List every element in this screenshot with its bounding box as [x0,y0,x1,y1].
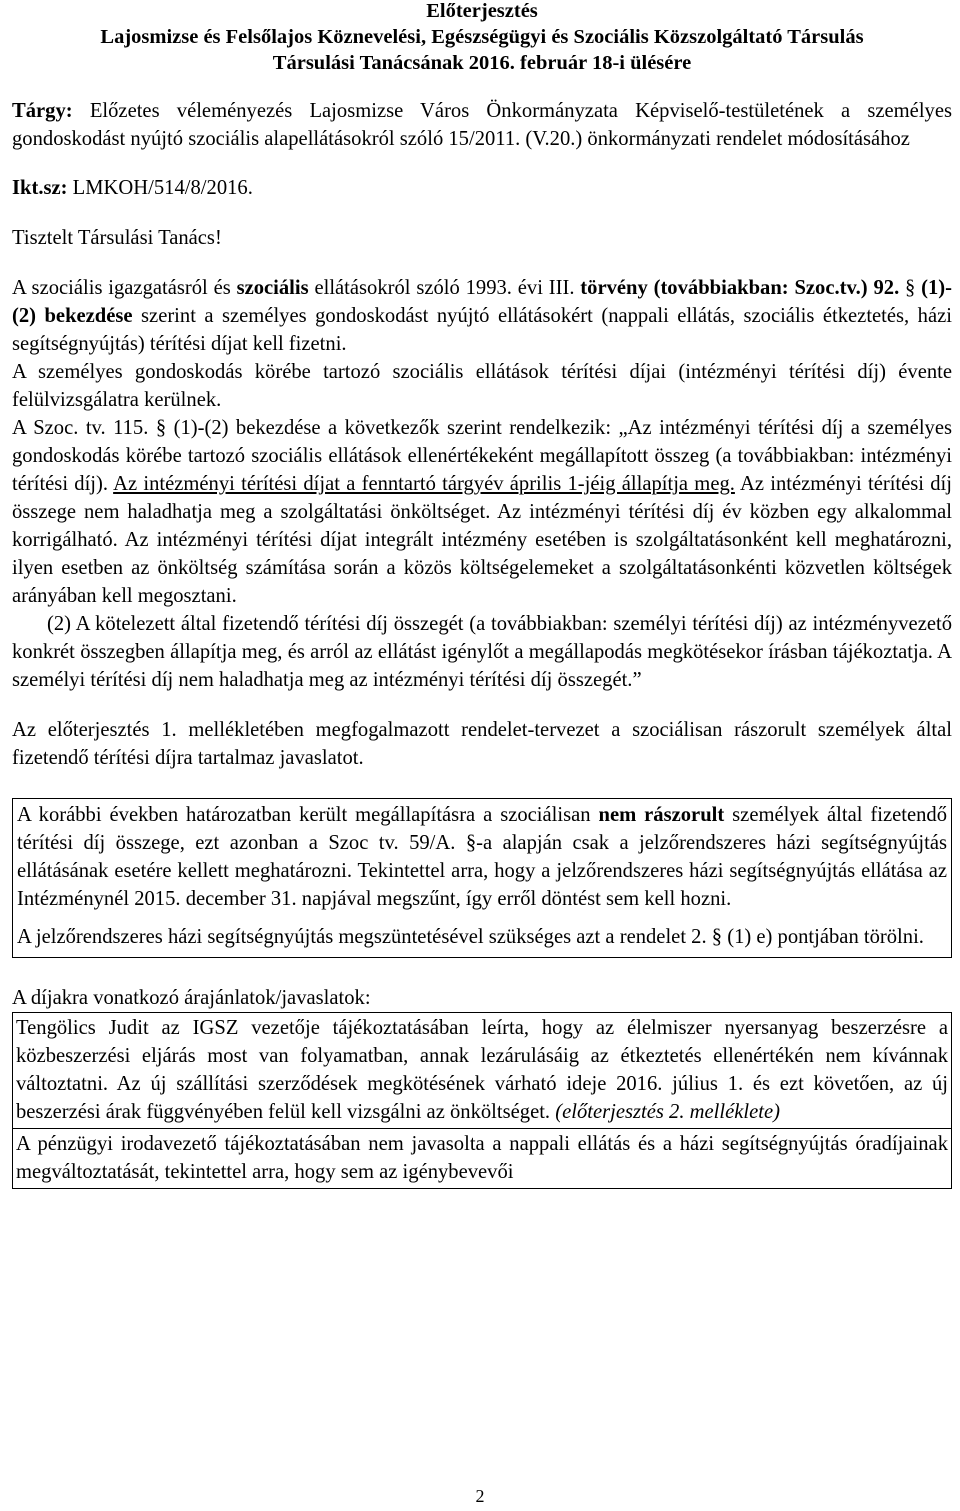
table-row [13,1013,952,1129]
paragraph-1 [12,274,952,358]
paragraph-5: Az előterjesztés 1. mellékletében megfogalmazott rendelet-tervezet a szociálisan rászorult személyek által fizetendő térítési díjra tartalmaz javaslatot. [12,719,952,769]
paragraph-4: (2) A kötelezett által fizetendő térítési díj összegét (a továbbiakban: személyi térítési díj) az intézményvezető konkrét összegben állapítja meg, és arról az ellátást igénylőt a megállapodás megkötésekor írásban tájékoztatja. A személyi térítési díj nem haladhatja meg az intézményi térítési díj összegét.” [12,613,952,691]
para1-text-1: A szociális igazgatásról és [12,277,237,299]
offers-row1-text: Tengölics Judit az IGSZ vezetője tájékoztatásában leírta, hogy az élelmiszer nyersanyag beszerzésre a közbeszerzési eljárás most van folyamatban, annak lezárulásáig az étkeztetés ellenértékén nem kívánnak változtatni. Az új szállítási szerződések megkötésének várható ideje 2016. július 1. és ezt követően, az új beszerzési árak függvényében felül kell vizsgálni az önköltséget. [16,1017,948,1123]
box-p1-bold: nem rászorult [598,804,725,826]
box-paragraph-1 [17,801,947,913]
para1-text-2: ellátásokról szóló 1993. évi III. [308,277,581,299]
table-row [13,1129,952,1189]
box-p1-text-1: A korábbi években határozatban került megállapításra a szociálisan [17,804,599,826]
document-page [12,0,952,1189]
page-number: 2 [475,1486,485,1506]
header-organization: Lajosmizse és Felsőlajos Köznevelési, Egészségügyi és Szociális Közszolgáltató Társulás [100,26,864,48]
file-number [12,174,952,202]
para1-bold-3: (1)-(2) bekezdése [12,277,953,327]
document-header [12,0,952,76]
para1-text-4: szerint a személyes gondoskodást nyújtó ellátásokért (nappali ellátás, szociális étkeztetés, házi segítségnyújtás) térítési díjat kell fizetni. [12,305,952,355]
offers-row1-italic: (előterjesztés 2. melléklete) [555,1101,780,1123]
header-title: Előterjesztés [426,0,538,22]
file-number-label: Ikt.sz: [12,177,68,199]
subject [12,97,952,153]
para1-bold-2: törvény (továbbiakban: Szoc.tv.) 92. [580,277,900,299]
box-p1-text-2: személyek által fizetendő térítési díj összege, ezt azonban a Szoc tv. 59/A. §-a alapján csak a jelzőrendszeres házi segítségnyújtás ellátásának esetére kellett meghatározni. Tekintettel arra, hogy a jelzőrendszeres házi segítségnyújtás ellátása az Intézménynél 2015. december 31. napjával megszűnt, így erről döntést sem kell hozni. [17,804,947,910]
subject-label: Tárgy: [12,100,73,122]
header-meeting: Társulási Tanácsának 2016. február 18-i ülésére [272,52,692,74]
highlight-box [12,798,952,958]
salutation: Tisztelt Társulási Tanács! [12,227,222,249]
para1-text-3: § [899,277,922,299]
para1-bold-1: szociális [236,277,309,299]
file-number-value: LMKOH/514/8/2016. [72,177,253,199]
table-cell [13,1013,952,1129]
subject-text: Előzetes véleményezés Lajosmizse Város Önkormányzata Képviselő-testületének a személyes gondoskodást nyújtó szociális alapellátásokról szóló 15/2011. (V.20.) önkormányzati rendelet módosításához [12,100,952,150]
para3-underlined: Az intézményi térítési díjat a fenntartó tárgyév április 1-jéig állapítja meg. [113,473,735,495]
paragraph-2: A személyes gondoskodás körébe tartozó szociális ellátások térítési díjai (intézményi térítési díj) évente felülvizsgálatra kerülnek. [12,361,952,411]
box-paragraph-2: A jelzőrendszeres házi segítségnyújtás megszüntetésével szükséges azt a rendelet 2. § (1) e) pontjában törölni. [17,926,924,948]
offers-table [12,1012,952,1189]
paragraph-3 [12,414,952,610]
para3-text-2: Az intézményi térítési díj összege nem haladhatja meg a szolgáltatási önköltséget. Az intézményi térítési díj év közben egy alkalommal korrigálható. Az intézményi térítési díjat integrált intézmény esetében is szolgáltatásonként kell meghatározni, ilyen esetben az önköltség számítása során a közös költségelemeket a szolgáltatásonkénti közvetlen költségek arányában kell megosztani. [12,473,952,607]
table-cell: A pénzügyi irodavezető tájékoztatásában nem javasolta a nappali ellátás és a házi segítségnyújtás óradíjainak megváltoztatását, tekintettel arra, hogy sem az igénybevevői [13,1129,952,1189]
offers-heading: A díjakra vonatkozó árajánlatok/javaslatok: [12,987,371,1009]
para3-text-1: A Szoc. tv. 115. § (1)-(2) bekezdése a következők szerint rendelkezik: „Az intézményi térítési díj a személyes gondoskodás körébe tartozó szociális ellátások ellenértékeként megállapított összeg (a továbbiakban: intézményi térítési díj). [12,417,952,495]
